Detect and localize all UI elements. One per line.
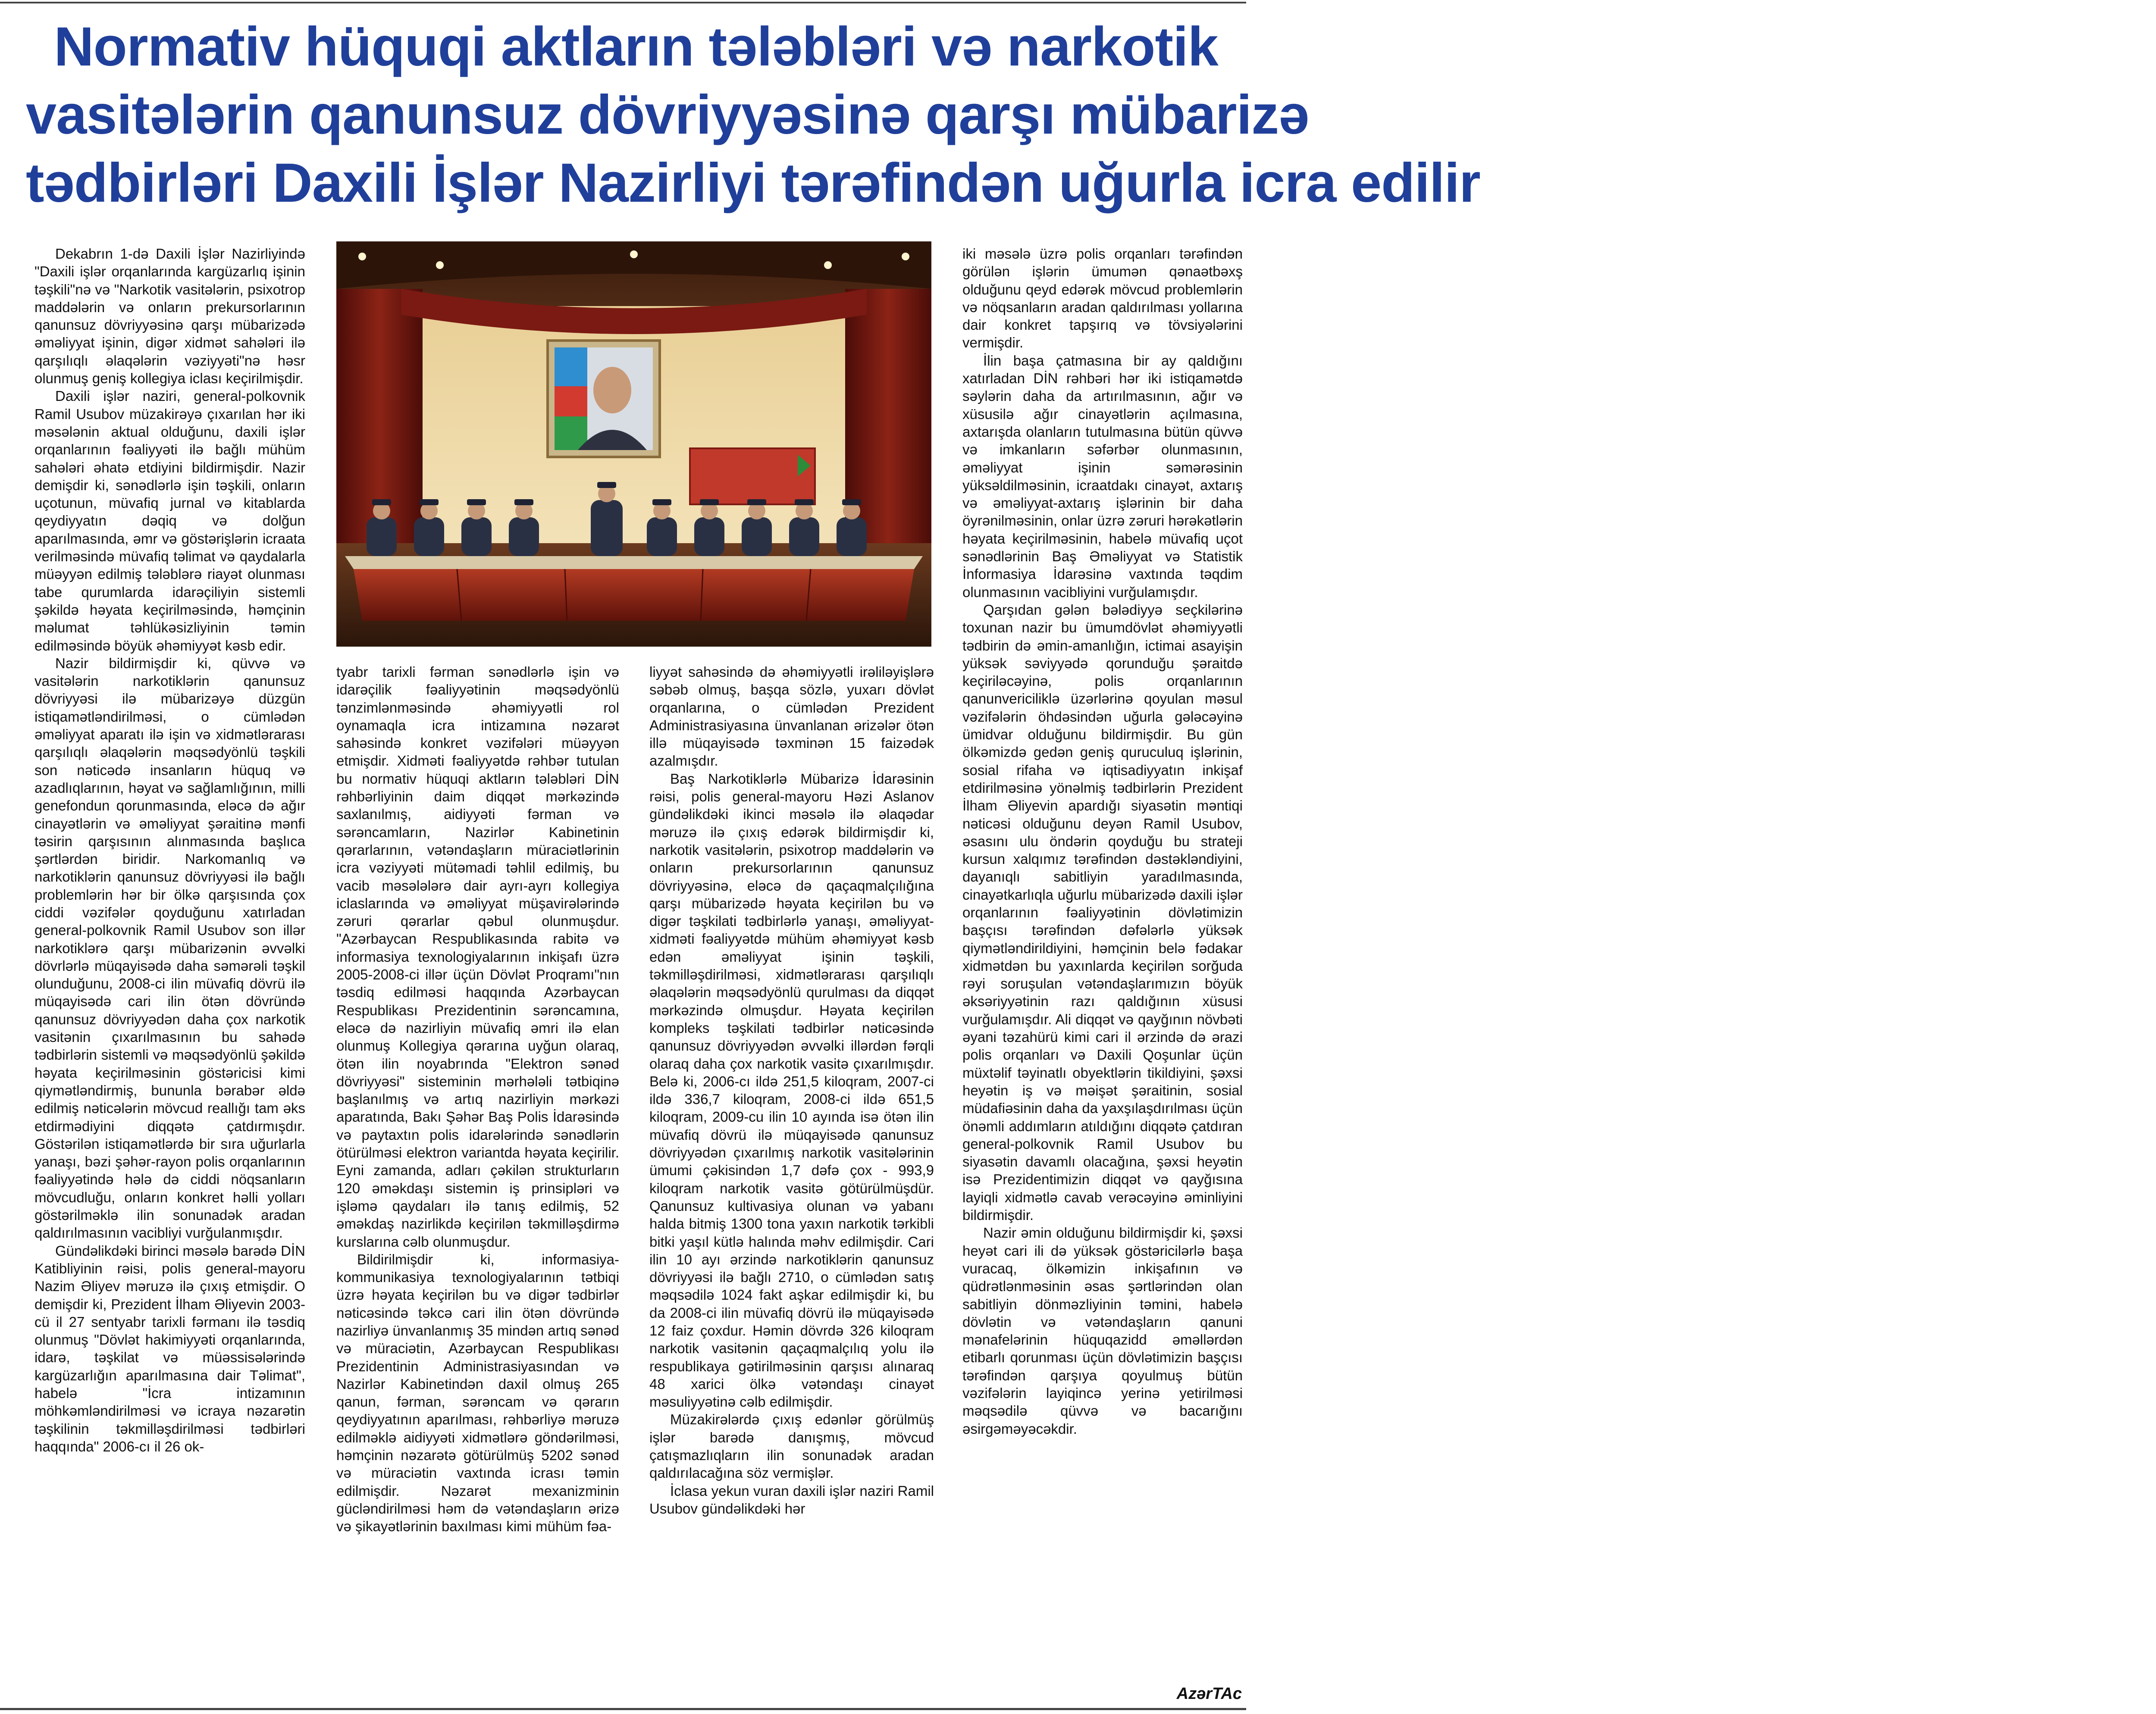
- paragraph: Dekabrın 1-də Daxili İşlər Nazirliyində "Daxili işlər orqanlarında kargüzarlıq işinin təşkili"nə və "Narkotik vasitələrin, psixotrop maddələrin və onların prekursorlarının qanunsuz dövriyyəsinə qarşı mübarizədə əməliyyat işinin, digər xidmət sahələri ilə qarşılıqlı əlaqələrin vəziyyəti"nə həsr olunmuş geniş kollegiya iclası keçirilmişdir.: [34, 246, 305, 387]
- paragraph: Daxili işlər naziri, general-polkovnik Ramil Usubov müzakirəyə çıxarılan hər iki məsələnin aktual olduğunu, daxili işlər orqanlarının fəaliyyəti ilə bağlı mühüm sahələri əhatə etdiyini bildirmişdir. Nazir demişdir ki, sənədlərlə işin təşkili, onların uçotunun, müvafiq jurnal və kitablarda qeydiyyatın dəqiq və dolğun aparılmasında, əmr və göstərişlərin icraata verilməsində müvafiq təlimat və qaydalarla müəyyən edilmiş tələblərə riayət olunması tabe qurumlarda idarəçiliyin sistemli şəkildə həyata keçirilməsində, həmçinin məlumat təhlükəsizliyinin təmin edilməsində böyük əhəmiyyət kəsb edir.: [34, 388, 305, 654]
- paragraph: Qarşıdan gələn bələdiyyə seçkilərinə toxunan nazir bu ümumdövlət əhəmiyyətli tədbirin də əmin-amanlığın, ictimai asayişin yüksək səviyyədə qorunduğu şəraitdə keçiriləcəyinə, polis orqanlarının qanunvericiliklə üzərlərinə qoyulan məsul vəzifələrin öhdəsindən uğurla gələcəyinə ümidvar olduğunu bildirmişdir. Bu gün ölkəmizdə gedən geniş quruculuq işlərinin, sosial rifaha və iqtisadiyyatın inkişaf etdirilməsinə yönəlmiş tədbirlərin Prezident İlham Əliyevin apardığı siyasətin məntiqi nəticəsi olduğunu deyən Ramil Usubov, əsasını ulu öndərin qoyduğu bu strateji kursun xalqımız tərəfindən dəstəkləndiyini, dayanıqlı sabitliyin yaradılmasında, cinayətkarlıqla uğurlu mübarizədə daxili işlər orqanlarının fəaliyyətinin dövlətimizin başçısı tərəfindən dəfələrlə yüksək qiymətləndirildiyini, həmçinin belə fədakar xidmətdən bu yaxınlarda keçirilən sorğuda rəyi soruşulan vətəndaşlarımızın böyük əksəriyyətinin razı qaldığının xüsusi vurğulamışdır. Ali diqqət və qayğının növbəti əyani təzahürü kimi cari il ərzində də ərazi polis orqanları və Daxili Qoşunlar üçün müxtəlif təyinatlı obyektlərin tikildiyini, şəxsi heyətin iş və məişət şəraitinin, sosial müdafiəsinin daha da yaxşılaşdırılması üçün önəmli addımların atıldığını diqqətə çatdıran general-polkovnik Ramil Usubov bu siyasətin davamlı olacağına, şəxsi heyətin isə Prezidentimizin diqqət və qayğısına layiqli xidmətlə cavab verəcəyinə əminliyini bildirmişdir.: [962, 601, 1243, 1223]
- text-column-2: [336, 663, 619, 1536]
- text-column-4: [962, 245, 1243, 1438]
- headline-line-1: Normativ hüquqi aktların tələbləri və narkotik: [54, 16, 1218, 78]
- bottom-rule: [0, 1708, 1246, 1710]
- paragraph: Baş Narkotiklərlə Mübarizə İdarəsinin rəisi, polis general-mayoru Həzi Aslanov gündəlikdəki ikinci məsələ ilə əlaqədar məruzə ilə çıxış edərək bildirmişdir ki, narkotik vasitələrin, psixotrop maddələrin və onların prekursorlarının qanunsuz dövriyyəsinə, eləcə də qaçaqmalçılığına qarşı mübarizədə həyata keçirilən bu və digər təşkilati tədbirlərlə yanaşı, əməliyyat-xidməti fəaliyyətdə mühüm əhəmiyyət kəsb edən əməliyyat işinin təşkili, təkmilləşdirilməsi, xidmətlərarası qarşılıqlı əlaqələrin məqsədyönlü qurulması da diqqət mərkəzində olmuşdur. Həyata keçirilən kompleks təşkilati tədbirlər nəticəsində qanunsuz dövriyyədən əvvəlki illərdən fərqli olaraq daha çox narkotik vasitə çıxarılmışdır. Belə ki, 2006-cı ildə 251,5 kiloqram, 2007-ci ildə 336,7 kiloqram, 2008-ci ildə 651,5 kiloqram, 2009-cu ilin 10 ayında isə ötən ilin müvafiq dövrü ilə müqayisədə qanunsuz dövriyyədən çıxarılmış narkotik vasitələrinin ümumi çəkisindən 1,7 dəfə çox - 993,9 kiloqram narkotik vasitə götürülmüşdür. Qanunsuz kultivasiya olunan və yabanı halda bitmiş 1300 tona yaxın narkotik tərkibli bitki yaşıl kütlə halında məhv edilmişdir. Cari ilin 10 ayı ərzində narkotiklərin qanunsuz dövriyyəsi ilə bağlı 2710, o cümlədən satış məqsədilə 1024 fakt aşkar edilmişdir ki, bu da 2008-ci ilin müvafiq dövrü ilə müqayisədə 12 faiz çoxdur. Həmin dövrdə 326 kiloqram narkotik vasitənin qaçaqmalçılıq yolu ilə respublikaya gətirilməsinin qarşısı alınaraq 48 xarici ölkə vətəndaşı cinayət məsuliyyətinə cəlb edilmişdir.: [649, 770, 934, 1410]
- article-headline: [26, 13, 1480, 217]
- paragraph: Nazir bildirmişdir ki, qüvvə və vasitələrin narkotiklərin qanunsuz dövriyyəsi ilə mübarizəyə düzgün istiqamətləndirilməsi, o cümlədən əməliyyat aparatı ilə işin və xidmətlərarası qarşılıqlı əlaqələrin məqsədyönlü təşkili son nəticədə insanların hüquq və azadlıqlarının, həyat və sağlamlığının, milli genefondun qorunmasında, eləcə də ağır cinayətlərin və əməliyyat şəraitinə mənfi təsirin qarşısının alınmasında başlıca şərtlərdən biridir. Narkomanlıq və narkotiklərin qanunsuz dövriyyəsi ilə bağlı problemlərin hər bir ölkə qarşısında çox ciddi vəzifələr qoyduğunu xatırladan general-polkovnik Ramil Usubov son illər narkotiklərə qarşı mübarizənin əvvəlki dövrlərlə müqayisədə daha səmərəli təşkil olunduğunu, 2008-ci ilin müvafiq dövrü ilə müqayisədə cari ilin ötən dövründə qanunsuz dövriyyədən daha çox narkotik vasitənin çıxarılmasının bu sahədə tədbirlərin sistemli və məqsədyönlü şəkildə həyata keçirilməsinin göstəricisi kimi qiymətləndirmiş, bununla bərabər əldə edilmiş nəticələrin mövcud reallığı tam əks etdirmədiyini diqqətə çatdırmışdır. Göstərilən istiqamətlərdə bir sıra uğurlarla yanaşı, bəzi şəhər-rayon polis orqanlarının fəaliyyətində hələ də ciddi nöqsanların mövcudluğu, onların konkret həlli yolları göstərilməklə ilin sonunadək aradan qaldırılmasının vacibliyi vurğulanmışdır.: [34, 655, 305, 1241]
- text-column-3: [649, 663, 934, 1517]
- paragraph: liyyət sahəsində də əhəmiyyətli irəliləyişlərə səbəb olmuş, başqa sözlə, yuxarı dövlət orqanlarına, o cümlədən Prezident Administrasiyasına ünvanlanan ərizələr ötən illə müqayisədə təxminən 15 faizədək azalmışdır.: [649, 664, 934, 769]
- paragraph: tyabr tarixli fərman sənədlərlə işin və idarəçilik fəaliyyətinin məqsədyönlü tənzimlənməsində əhəmiyyətli rol oynamaqla icra intizamına nəzarət sahəsində konkret vəzifələri müəyyən etmişdir. Xidməti fəaliyyətdə rəhbər tutulan bu normativ hüquqi aktların tələbləri DİN rəhbərliyinin daim diqqət mərkəzində saxlanılmış, aidiyyəti fərman və sərəncamların, Nazirlər Kabinetinin qərarlarının, vətəndaşların müraciətlərinin icra vəziyyəti mütəmadi təhlil edilmiş, bu vacib məsələlərə dair ayrı-ayrı kollegiya iclaslarında və əməliyyat müşavirələrində zəruri qərarlar qəbul olunmuşdur. "Azərbaycan Respublikasında rabitə və informasiya texnologiyalarının inkişafı üzrə 2005-2008-ci illər üçün Dövlət Proqramı"nın təsdiq edilməsi haqqında Azərbaycan Respublikası Prezidentinin sərəncamına, eləcə də nazirliyin müvafiq əmri ilə elan olunmuş Kollegiya qərarına uyğun olaraq, ötən ilin noyabrında "Elektron sənəd dövriyyəsi" sisteminin mərhələli tətbiqinə başlanılmış və artıq nazirliyin mərkəzi aparatında, Bakı Şəhər Baş Polis İdarəsində və paytaxtın polis idarələrində sənədlərin ötürülməsi elektron variantda həyata keçirilir. Eyni zamanda, adları çəkilən strukturların 120 əməkdaşı sistemin iş prinsipləri və işləmə qaydaları ilə tanış edilmiş, 52 əməkdaş nazirlikdə keçirilən təkmilləşdirmə kurslarına cəlb olunmuşdur.: [336, 664, 619, 1250]
- paragraph: İclasa yekun vuran daxili işlər naziri Ramil Usubov gündəlikdəki hər: [649, 1483, 934, 1517]
- paragraph: Müzakirələrdə çıxış edənlər görülmüş işlər barədə danışmış, mövcud çatışmazlıqların ilin sonunadək aradan qaldırılacağına söz vermişlər.: [649, 1411, 934, 1481]
- collegium-meeting-photo: [336, 241, 931, 647]
- paragraph: Nazir əmin olduğunu bildirmişdir ki, şəxsi heyət cari ili də yüksək göstəricilərlə başa vuracaq, ölkəmizin inkişafının və qüdrətlənməsinin əsas şərtlərindən olan sabitliyin dönməzliyinin təmini, habelə dövlətin və vətəndaşların qanuni mənafelərinin hüquqazidd əməllərdən etibarlı qorunması üçün dövlətimizin başçısı tərəfindən qarşıya qoyulmuş bütün vəzifələrin layiqincə yerinə yetirilməsi məqsədilə qüvvə və bacarığını əsirgəməyəcəkdir.: [962, 1225, 1243, 1437]
- paragraph: iki məsələ üzrə polis orqanları tərəfindən görülən işlərin ümumən qənaətbəxş olduğunu qeyd edərək mövcud problemlərin və nöqsanların aradan qaldırılması yollarına dair konkret tapşırıq və tövsiyələrini vermişdir.: [962, 246, 1243, 351]
- text-column-1: [34, 245, 305, 1455]
- top-rule: [0, 2, 1246, 3]
- paragraph: Gündəlikdəki birinci məsələ barədə DİN Katibliyinin rəisi, polis general-mayoru Nazim Əliyev məruzə ilə çıxış etmişdir. O demişdir ki, Prezident İlham Əliyevin 2003-cü il 27 sentyabr tarixli fərmanı ilə təsdiq olunmuş "Dövlət hakimiyyəti orqanlarında, idarə, təşkilat və müəssisələrində kargüzarlığın aparılmasına dair Təlimat", habelə "İcra intizamının möhkəmləndirilməsi və icraya nəzarətin təşkilinin təkmilləşdirilməsi tədbirləri haqqında" 2006-cı il 26 ok-: [34, 1242, 305, 1454]
- paragraph: İlin başa çatmasına bir ay qaldığını xatırladan DİN rəhbəri hər iki istiqamətdə səylərin daha da artırılmasının, ağır və xüsusilə ağır cinayətlərin açılmasına, axtarışda olanların tutulmasına bütün qüvvə və imkanların səfərbər olunmasının, əməliyyat işinin səmərəsinin yüksəldilməsinin, icraatdakı cinayət, axtarış və əməliyyat-axtarış işlərinin bir daha öyrənilməsinin, onlar üzrə zəruri hərəkətlərin həyata keçirilməsinin, habelə müvafiq uçot sənədlərinin Baş Əməliyyat və Statistik İnformasiya İdarəsinə vaxtında təqdim olunmasının vacibliyini vurğulamışdır.: [962, 352, 1243, 600]
- headline-line-2: vasitələrin qanunsuz dövriyyəsinə qarşı mübarizə: [26, 84, 1309, 146]
- headline-line-3: tədbirləri Daxili İşlər Nazirliyi tərəfindən uğurla icra edilir: [26, 152, 1480, 214]
- paragraph: Bildirilmişdir ki, informasiya-kommunikasiya texnologiyalarının tətbiqi üzrə həyata keçirilən bu və digər tədbirlər nəticəsində təkcə cari ilin ötən dövründə nazirliyə ünvanlanmış 35 mindən artıq sənəd və müraciətin, Azərbaycan Respublikası Prezidentinin Administrasiyasından və Nazirlər Kabinetindən daxil olmuş 265 qanun, fərman, sərəncam və qərarın qeydiyyatının aparılması, rəhbərliyə məruzə edilməklə aidiyyəti xidmətlərə göndərilməsi, həmçinin nəzarətə götürülmüş 5202 sənəd və müraciətin vaxtında icrası təmin edilmişdir. Nəzarət mexanizminin gücləndirilməsi həm də vətəndaşların ərizə və şikayətlərinin baxılması kimi mühüm fəa-: [336, 1251, 619, 1535]
- news-agency-credit: AzərTAc: [1176, 1685, 1242, 1703]
